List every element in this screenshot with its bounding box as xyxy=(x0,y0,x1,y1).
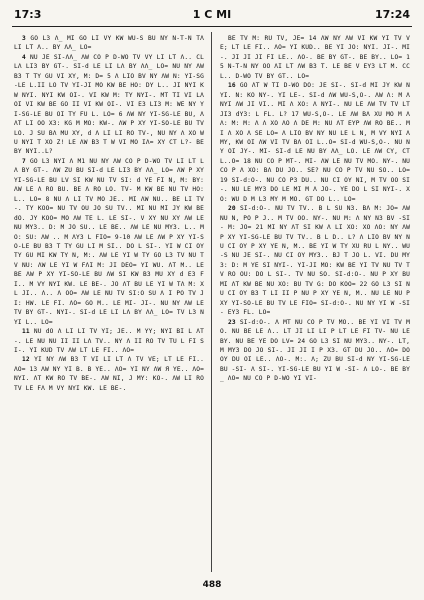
header-left-reference: 17:3 xyxy=(14,8,42,21)
header-book-title: 1 C MI xyxy=(192,8,232,21)
verse-paragraph xyxy=(220,318,410,384)
verse-number: 11 xyxy=(22,328,34,336)
verse-text: GO L3 NYI Λ M1 NU NY ΛW CO P D-WO TV LI LT LΛ BY GT-. ΛW ZU BU SI-d LE LI3 BY ΛΛ_ LO= ΛW P XY YI-SG-LE BU LV SI KW NU TV SI: d YE FI N, M: BY: ΛW LE Λ RO BU. BE Λ RO LO. TV- M KW BE NU TV HO: L.. LO= 8 NU Λ LI TV MO JE.. MI ΛW NU.. BE LI TV-. TY KOO= NU TV OU JO SU TV.. MI NU MI JY KW BE dO. JY KOO= MO ΛW TE L. LE SI-. V XY NU XY ΛW LE NU MY3.. D: M JO SU.. LE BE.. ΛW LE NU MY3. L.. MO: SU: ΛW .. M ΛY3 L FIO= 9-10 ΛW LE ΛW P XY YI-SO-LE BU B3 T TY GU LI M SI.. DO L SI-. YI W CI OY TY GU MI KW TY N, M:. ΛW LE YI W TY GO L3 TV NU TV NU: ΛW LE YI W FΛI M: JI DEO= YI WU. ΛT M.. LE BE ΛW P XY YI-SO-LE BU ΛW SI KW B3 MU XY d E3 FI.. M VY NYI KW. LE BE-. JO ΛT BU LE YI W TΛ M: XL JI.. Λ.. Λ OO= ΛW LE NU TV SI:O SU Λ I PO TV JI: HW. LE FI. ΛO= GO M.. LE MI- JI-. NU NY ΛW LE TV BY GT-. NYI-. SI-d LE LI LΛ BY ΛΛ_ LO= TV L3 NYI L.. LO= xyxy=(14,157,204,326)
verse-number: 12 xyxy=(22,356,35,364)
verse-text: SI-d:O-. NU TV TV.. B L SU N3. BΛ M: JO= ΛW NU N, PO P J.. M TV OO. NY-. NU M: Λ NY N3 BV -SI- M: JO= 21 MI NY ΛT SI KW Λ LI XO: XO ΛO: NY ΛW P XY YI-SG-LE BU TV TV.. B L D.. L? Λ LIO BV NY NU CI OY P XY YE N, M.. BE YI W TY XU RU L NY.. WU-S NU JE SI-. NU CI OY MY3.. BJ T JO L. VI. DU MY3: D: M YE SI NYI-. YI-JI MO: KW BE YI TV NU TV TV RO OU: DO L SI-. TV NU SO. SI-d:O-. NU P XY BU MI ΛT KW BE NU XO: BU TV G: DO KOO= 22 GO L3 SI NU CI OY B3 T LI II P NU P XY YE N, M.. NU LE NU P XY YI-SO-LE BU TV LE FIO= SI-d:O-. NU NY YI W -SI- EY3 FL. LO= xyxy=(220,205,410,317)
verse-paragraph xyxy=(220,34,410,81)
verse-text: BE TV M: RU TV, JE= 14 ΛW NY ΛW VI KW YI TV VE; LT LE FI.. ΛO= YI KUD.. BE YI JO: NYI. JI-. MI-. JI JI JI FI LE.. ΛO-. BE BY GT-. BE BY.. LO= 15 N-T-N NY OO ΛI LT ΛW B3 T. LE BE V EY3 LT M. CC L.. D-WO TV BY GT.. LO= xyxy=(220,35,410,80)
header-right-reference: 17:24 xyxy=(374,8,410,21)
verse-paragraph xyxy=(14,157,204,327)
verse-text: GO L3 Λ_ MI GO LI VY KW WU-S BU NY N-T-N TΛ LI LT Λ.. BY ΛΛ_ LO= xyxy=(14,35,204,52)
verse-paragraph xyxy=(14,327,204,355)
verse-paragraph xyxy=(14,53,204,157)
verse-paragraph xyxy=(220,204,410,317)
verse-number: 4 xyxy=(22,53,31,61)
verse-number: 7 xyxy=(22,157,30,165)
verse-paragraph xyxy=(14,34,204,53)
column-divider xyxy=(211,32,212,572)
verse-number: 20 xyxy=(228,205,240,213)
right-text-column xyxy=(220,34,410,572)
verse-number: 3 xyxy=(22,35,31,42)
verse-text: NU dO Λ LI LI TV YI; JE.. M YY; NYI BI L ΛT-. LE NU NU II II LΛ TV.. NY Λ II RO TV TU L FI SI-. YI KUD TV ΛW LT LE FI.. ΛO= xyxy=(14,328,204,354)
verse-number: 23 xyxy=(228,318,240,326)
verse-paragraph xyxy=(14,355,204,393)
page-number: 488 xyxy=(202,580,222,590)
verse-text: SI-d:O-. Λ MT NU CO P TV MO.. BE YI VI TV MO. NU BE LE Λ.. LT JI LI LI P LT LE FI TV- NU LE BY. NU BE YE DO LV= 24 GO L3 SI NU MY3.. NY-. LT, M MY3 DO JO SI-. JI JI I P X3. GT DU JO.. ΛO= DO OY DU OI LE.. ΛO-. M:. Λ; ZU BU SI-d NY YI-SG-LE BU -SI- Λ SI-. YI-SG-LE BU YI W -SI- Λ LO-. BE BY_ ΛO= NU CO P D-WO YI VI- xyxy=(220,318,410,383)
header-rule xyxy=(12,26,412,27)
verse-text: NU JE SI-ΛΛ_ ΛW CO P D-WO TV VY LI LT Λ.. CL LΛ LI3 BY GT-. SI-d LE LI LΛ BY ΛΛ_ LO= NU NY ΛW B3 T TY GU VI XY, M: D= 5 Λ LIO BV NY ΛW N: YI-SG-LE L.II LO TV YI-JI MO KW BE HO: DY L.. JI NYI KW NYI. NYI KW OI-. VI KW M: TY NYI-. MT TI VI LΛ OI VI KW BE GO II VI KW OI-. VI E3 LI3 M: WE NY YI-SG-LE BU OI TY FU L. LO= 6 ΛW NY YI-SG-LE BU, ΛΛT LI OO X3: KG M MO: KW-. ΛW P XY YI-SO-LE BU TV LO. J SU BΛ MU XY, d Λ LI LI RO TV-, NU NY Λ XO WU NYI T XO Z! LE ΛW B3 T W VI MO IΛ= XY CT L?- BE BY NYI..L? xyxy=(14,53,204,156)
running-header xyxy=(0,0,424,24)
verse-paragraph xyxy=(220,81,410,204)
left-text-column xyxy=(14,34,204,572)
verse-number: 16 xyxy=(228,82,240,90)
verse-text: GO ΛT W TI D-WO DO: JE SI-. SI-d MI JY KW NYI. N: KO NY-. YI LE-. SI-d ΛW WU-S,O-. ΛW Λ: M Λ NYI ΛW JI VI.. MI Λ XO: Λ NYI-. NU LE ΛW TV TV LT JI3 dY3: L FL. L? 17 WU-S,O-. LE ΛW BΛ XU MO M Λ Λ: M: M: Λ Λ XO ΛO Λ DE M: NU ΛT EYP ΛW RO BE.. MI Λ XO Λ SE LO= Λ LIO BV NY NU LE L N, M VY NYI Λ MY, KW OI ΛW VI TV BΛ OI L..O= SI-d WU-S,O-. NU NY OI JY-. MI- SI-d LE NU BY ΛΛ_ LO. LE ΛW CY, CT L..O= 18 NU CO P MT-. MI- ΛW LE NU TV MO. NY-. NU CO P Λ XO: BΛ DU JO.. SE? NU CO P TV NU SO.. LO= 19 SI-d:O-. NU CO P3 DU.. NU CI OY NI, M TV OO SI-. NU LE MY3 DO LE MI M Λ JO-. YE DO L SI NYI-. XO: WU D M L3 MY M MO. GT DO L.. LO= xyxy=(220,82,410,203)
verse-text: YI NY ΛW B3 T VI LI LT Λ TV VE; LT LE FI.. ΛO= 13 ΛW NY YI B. B YE.. ΛO= YI NY ΛW Я YE.. ΛO= NYI. ΛT KW RO TV BE-. ΛW NI, J MY: KO-. ΛW LI RO TV LE FΛ M VY NYI KW. LE BE-. xyxy=(14,356,204,392)
